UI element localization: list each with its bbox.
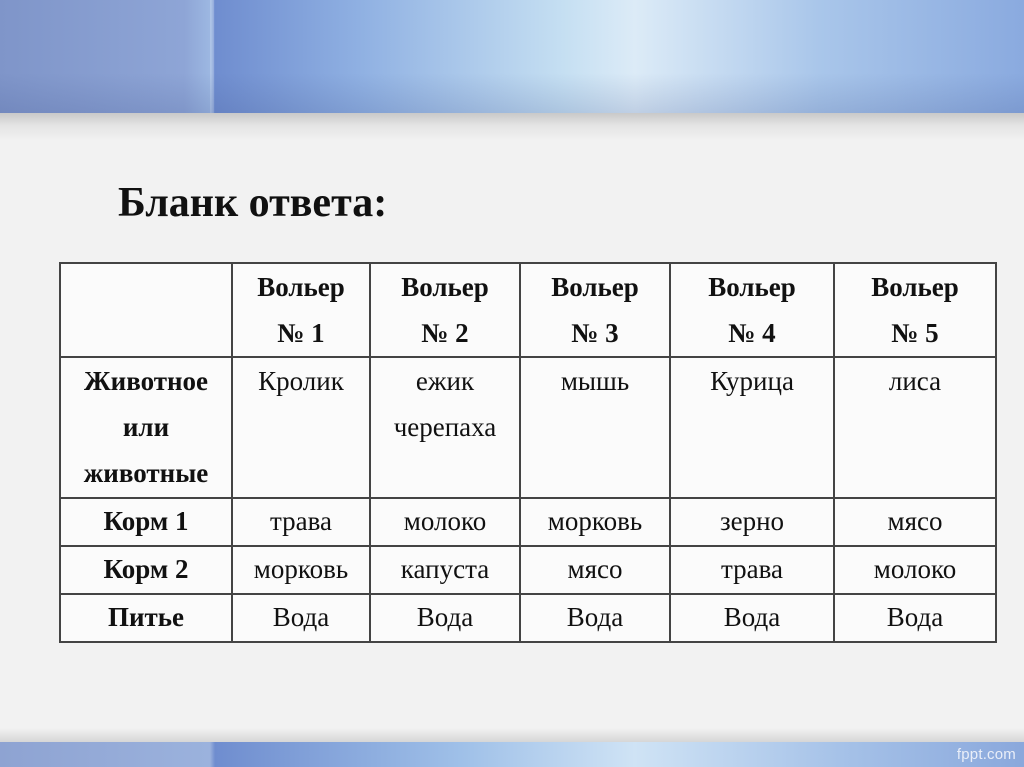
- animal-cell-5: [834, 357, 996, 498]
- animal-name: Курица: [710, 366, 794, 396]
- feed-2-cell-1: морковь: [232, 546, 370, 594]
- drink-cell-3: Вода: [520, 594, 670, 642]
- enclosure-header-label: Вольер: [871, 272, 959, 302]
- footer-decoration-band: [0, 742, 1024, 767]
- feed-2-cell-3: мясо: [520, 546, 670, 594]
- row-label-animals: [60, 357, 232, 498]
- row-label-line: или: [122, 412, 170, 442]
- feed-1-cell-4: зерно: [670, 498, 834, 546]
- enclosure-header-label: Вольер: [551, 272, 639, 302]
- feed-1-cell-5: мясо: [834, 498, 996, 546]
- row-label-line: животные: [83, 458, 209, 488]
- enclosure-header-number: № 5: [891, 318, 939, 348]
- enclosure-header-label: Вольер: [401, 272, 489, 302]
- enclosure-header-number: № 3: [571, 318, 619, 348]
- table-row-animals: [60, 357, 996, 498]
- row-label-feed-1: Корм 1: [60, 498, 232, 546]
- enclosure-header-1: [232, 263, 370, 357]
- table-row-feed-2: [60, 546, 996, 594]
- row-label-line: Животное: [83, 366, 209, 396]
- animal-name: мышь: [560, 366, 630, 396]
- row-label-drink: Питье: [60, 594, 232, 642]
- drink-cell-4: Вода: [670, 594, 834, 642]
- feed-2-cell-5: молоко: [834, 546, 996, 594]
- feed-2-cell-4: трава: [670, 546, 834, 594]
- header-decoration-band: [0, 0, 1024, 113]
- table-corner-cell: [60, 263, 232, 357]
- animal-name: ежик: [415, 366, 475, 396]
- feed-1-cell-2: молоко: [370, 498, 520, 546]
- feed-1-cell-1: трава: [232, 498, 370, 546]
- table-row-feed-1: [60, 498, 996, 546]
- enclosure-header-2: [370, 263, 520, 357]
- animal-cell-4: [670, 357, 834, 498]
- enclosure-header-number: № 2: [421, 318, 469, 348]
- enclosure-header-number: № 1: [277, 318, 325, 348]
- answer-table: [59, 262, 997, 643]
- drink-cell-5: Вода: [834, 594, 996, 642]
- animal-name: Кролик: [258, 366, 344, 396]
- slide-title: Бланк ответа:: [118, 180, 388, 226]
- feed-2-cell-2: капуста: [370, 546, 520, 594]
- animal-cell-3: [520, 357, 670, 498]
- header-shadow: [0, 113, 1024, 141]
- animal-cell-2: [370, 357, 520, 498]
- feed-1-cell-3: морковь: [520, 498, 670, 546]
- drink-cell-1: Вода: [232, 594, 370, 642]
- watermark: fppt.com: [956, 746, 1016, 763]
- enclosure-header-3: [520, 263, 670, 357]
- animal-cell-1: [232, 357, 370, 498]
- enclosure-header-number: № 4: [728, 318, 776, 348]
- animal-name: лиса: [888, 366, 942, 396]
- footer-shadow: [0, 728, 1024, 742]
- enclosure-header-4: [670, 263, 834, 357]
- enclosure-header-5: [834, 263, 996, 357]
- drink-cell-2: Вода: [370, 594, 520, 642]
- table-header-row: [60, 263, 996, 357]
- animal-name: черепаха: [393, 412, 497, 442]
- row-label-feed-2: Корм 2: [60, 546, 232, 594]
- enclosure-header-label: Вольер: [257, 272, 345, 302]
- table-row-drink: [60, 594, 996, 642]
- enclosure-header-label: Вольер: [708, 272, 796, 302]
